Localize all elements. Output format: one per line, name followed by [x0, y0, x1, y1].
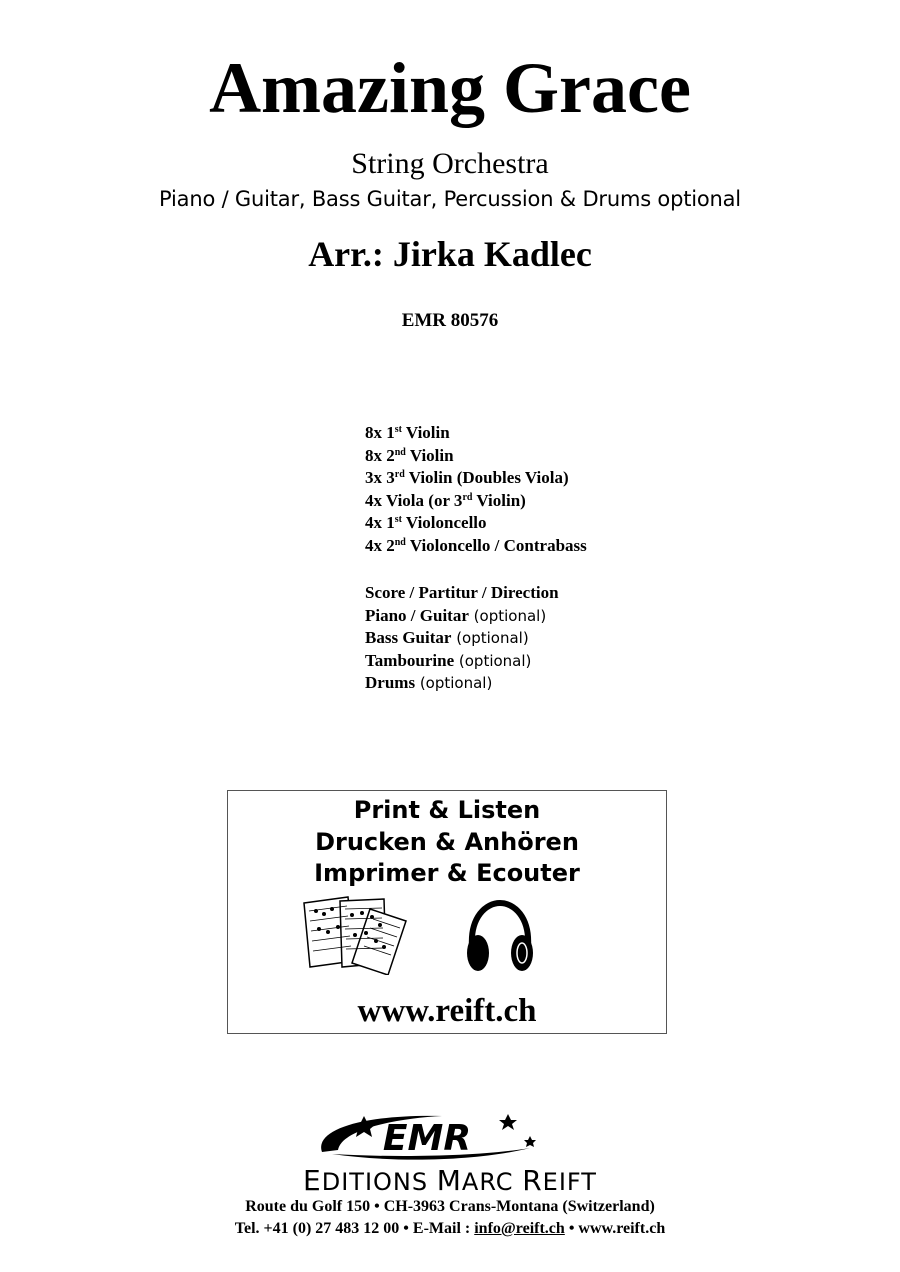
part-row: 4x Viola (or 3rd Violin): [365, 490, 526, 510]
publisher-contact: Tel. +41 (0) 27 483 12 00 • E-Mail : info@reift.ch • www.reift.ch: [234, 1220, 666, 1237]
ensemble-subtitle: String Orchestra: [351, 147, 549, 180]
extra-row: Tambourine (optional): [365, 650, 532, 670]
part-row: 3x 3rd Violin (Doubles Viola): [365, 468, 569, 488]
publisher-address: Route du Golf 150 • CH-3963 Crans-Montana (Switzerland): [245, 1198, 655, 1215]
extra-row: Score / Partitur / Direction: [365, 583, 559, 602]
optional-instrumentation: Piano / Guitar, Bass Guitar, Percussion & Drums optional: [159, 187, 741, 211]
logo-text: EMR: [382, 1118, 472, 1159]
promo-line-fr: Imprimer & Ecouter: [314, 859, 580, 887]
sheet-music-icon: [300, 895, 412, 975]
catalog-code: EMR 80576: [401, 310, 499, 331]
print-listen-box: [227, 790, 667, 1034]
part-row: 8x 2nd Violin: [365, 445, 454, 465]
headphones-icon: [464, 899, 536, 979]
piece-title: Amazing Grace: [209, 48, 691, 128]
promo-line-en: Print & Listen: [353, 796, 541, 824]
extras-list: [365, 582, 559, 695]
extra-row: Bass Guitar (optional): [365, 628, 529, 648]
extra-row: Piano / Guitar (optional): [365, 605, 547, 625]
email-link[interactable]: info@reift.ch: [474, 1220, 565, 1237]
publisher-name: EDITIONS MARC REIFT: [303, 1164, 597, 1197]
part-row: 8x 1st Violin: [365, 423, 450, 442]
extra-row: Drums (optional): [365, 673, 493, 693]
promo-line-de: Drucken & Anhören: [315, 828, 579, 856]
part-row: 4x 1st Violoncello: [365, 513, 487, 533]
website-url[interactable]: www.reift.ch: [357, 993, 537, 1029]
arranger-credit: Arr.: Jirka Kadlec: [308, 234, 592, 274]
part-row: 4x 2nd Violoncello / Contrabass: [365, 535, 587, 555]
parts-list: [365, 422, 587, 558]
emr-logo: [312, 1110, 542, 1166]
